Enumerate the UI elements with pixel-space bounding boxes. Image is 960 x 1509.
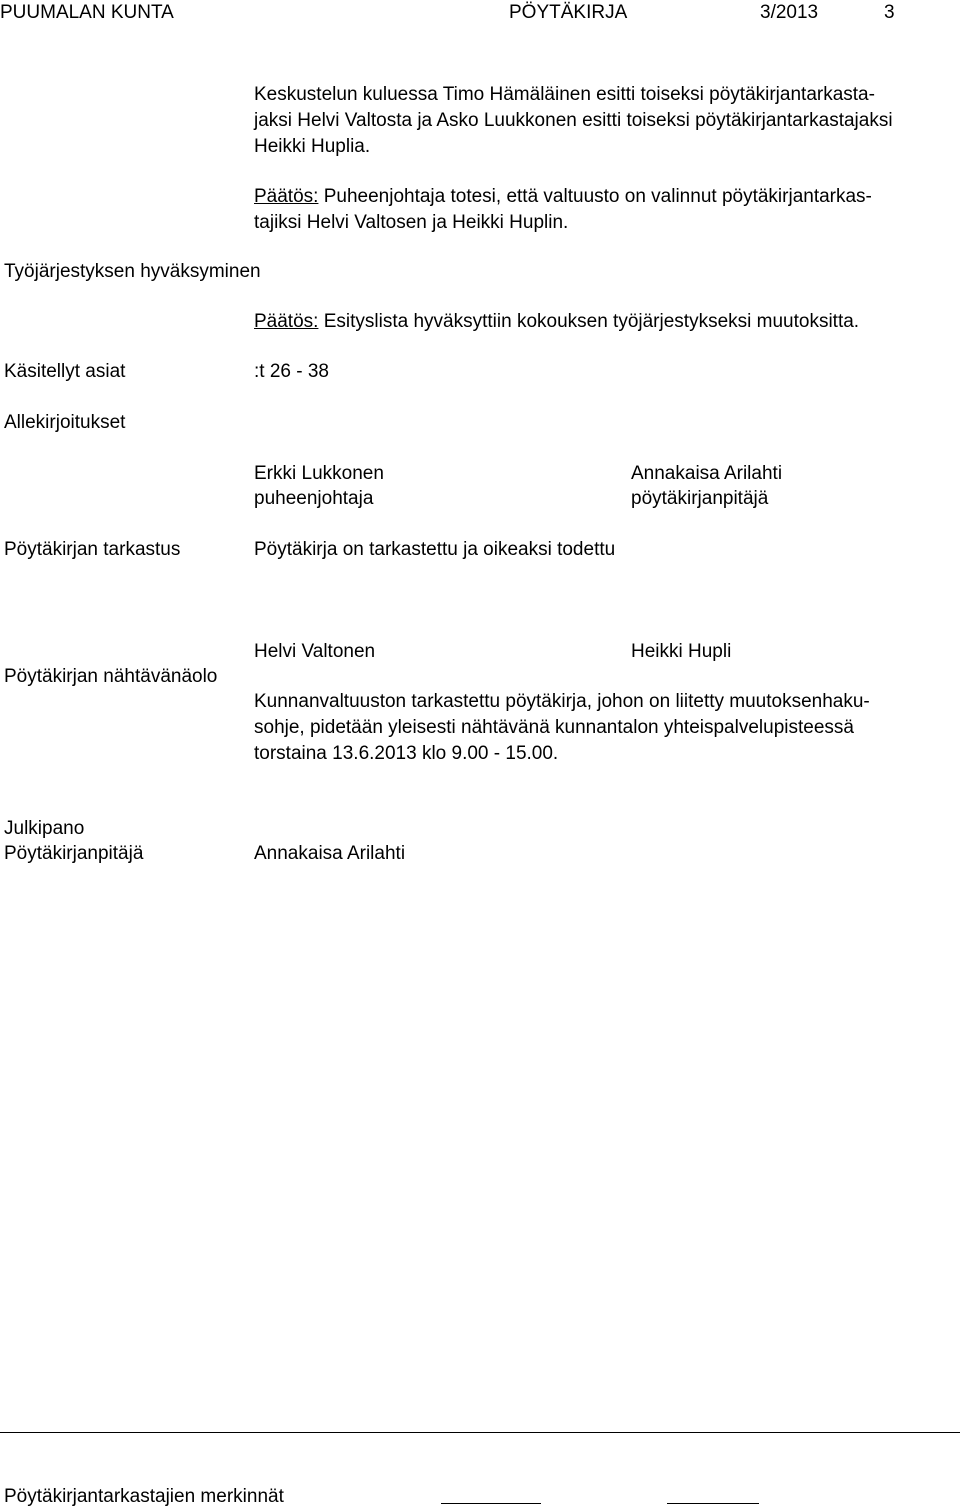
agenda-decision [254, 309, 859, 335]
publication-secretary-label: Pöytäkirjanpitäjä [4, 843, 144, 864]
handled-value: :t 26 - 38 [254, 361, 329, 382]
header-number: 3/2013 [760, 2, 819, 23]
decision1-line1 [254, 184, 872, 210]
footer-label: Pöytäkirjantarkastajien merkinnät [4, 1486, 284, 1507]
signature-line-1 [441, 1503, 541, 1504]
intro-paragraph: Keskustelun kuluessa Timo Hämäläinen esitti toiseksi pöytäkirjantarkasta- jaksi Helvi Valtosta ja Asko Luukkonen esitti toiseksi pöytäkirjantarkastajaksi Heikki Huplia. [254, 84, 893, 157]
signatures-label: Allekirjoitukset [4, 412, 126, 433]
signature-line-2 [667, 1503, 759, 1504]
reviewer1-name: Helvi Valtonen [254, 641, 376, 662]
reviewer2-name: Heikki Hupli [631, 641, 732, 662]
header-page: 3 [884, 2, 895, 23]
decision1-text-line2: tajiksi Helvi Valtosen ja Heikki Huplin. [254, 212, 569, 233]
display-paragraph: Kunnanvaltuuston tarkastettu pöytäkirja, johon on liitetty muutoksenhaku- sohje, pidetään yleisesti nähtävänä kunnantalon yhteispalvelupisteessä torstaina 13.6.2013 klo 9.00 - 15.00. [254, 691, 870, 764]
review-text: Pöytäkirja on tarkastettu ja oikeaksi todettu [254, 539, 616, 560]
decision1-label: Päätös: [254, 186, 319, 207]
handled-label: Käsitellyt asiat [4, 361, 126, 382]
footer-divider [0, 1432, 960, 1433]
display-label: Pöytäkirjan nähtävänäolo [4, 666, 218, 687]
agenda-heading: Työjärjestyksen hyväksyminen [4, 261, 261, 282]
secretary-role: pöytäkirjanpitäjä [631, 488, 769, 509]
agenda-decision-text: Esityslista hyväksyttiin kokouksen työjärjestykseksi muutoksitta. [323, 311, 860, 332]
agenda-decision-label: Päätös: [254, 311, 319, 332]
secretary-name: Annakaisa Arilahti [631, 463, 783, 484]
publication-label: Julkipano [4, 818, 85, 839]
decision1-text-line1: Puheenjohtaja totesi, että valtuusto on valinnut pöytäkirjantarkas- [323, 186, 872, 207]
review-label: Pöytäkirjan tarkastus [4, 539, 181, 560]
header-doc-type: PÖYTÄKIRJA [509, 2, 628, 23]
chair-name: Erkki Lukkonen [254, 463, 384, 484]
publication-secretary-name: Annakaisa Arilahti [254, 843, 406, 864]
chair-role: puheenjohtaja [254, 488, 374, 509]
header-org: PUUMALAN KUNTA [0, 2, 174, 23]
